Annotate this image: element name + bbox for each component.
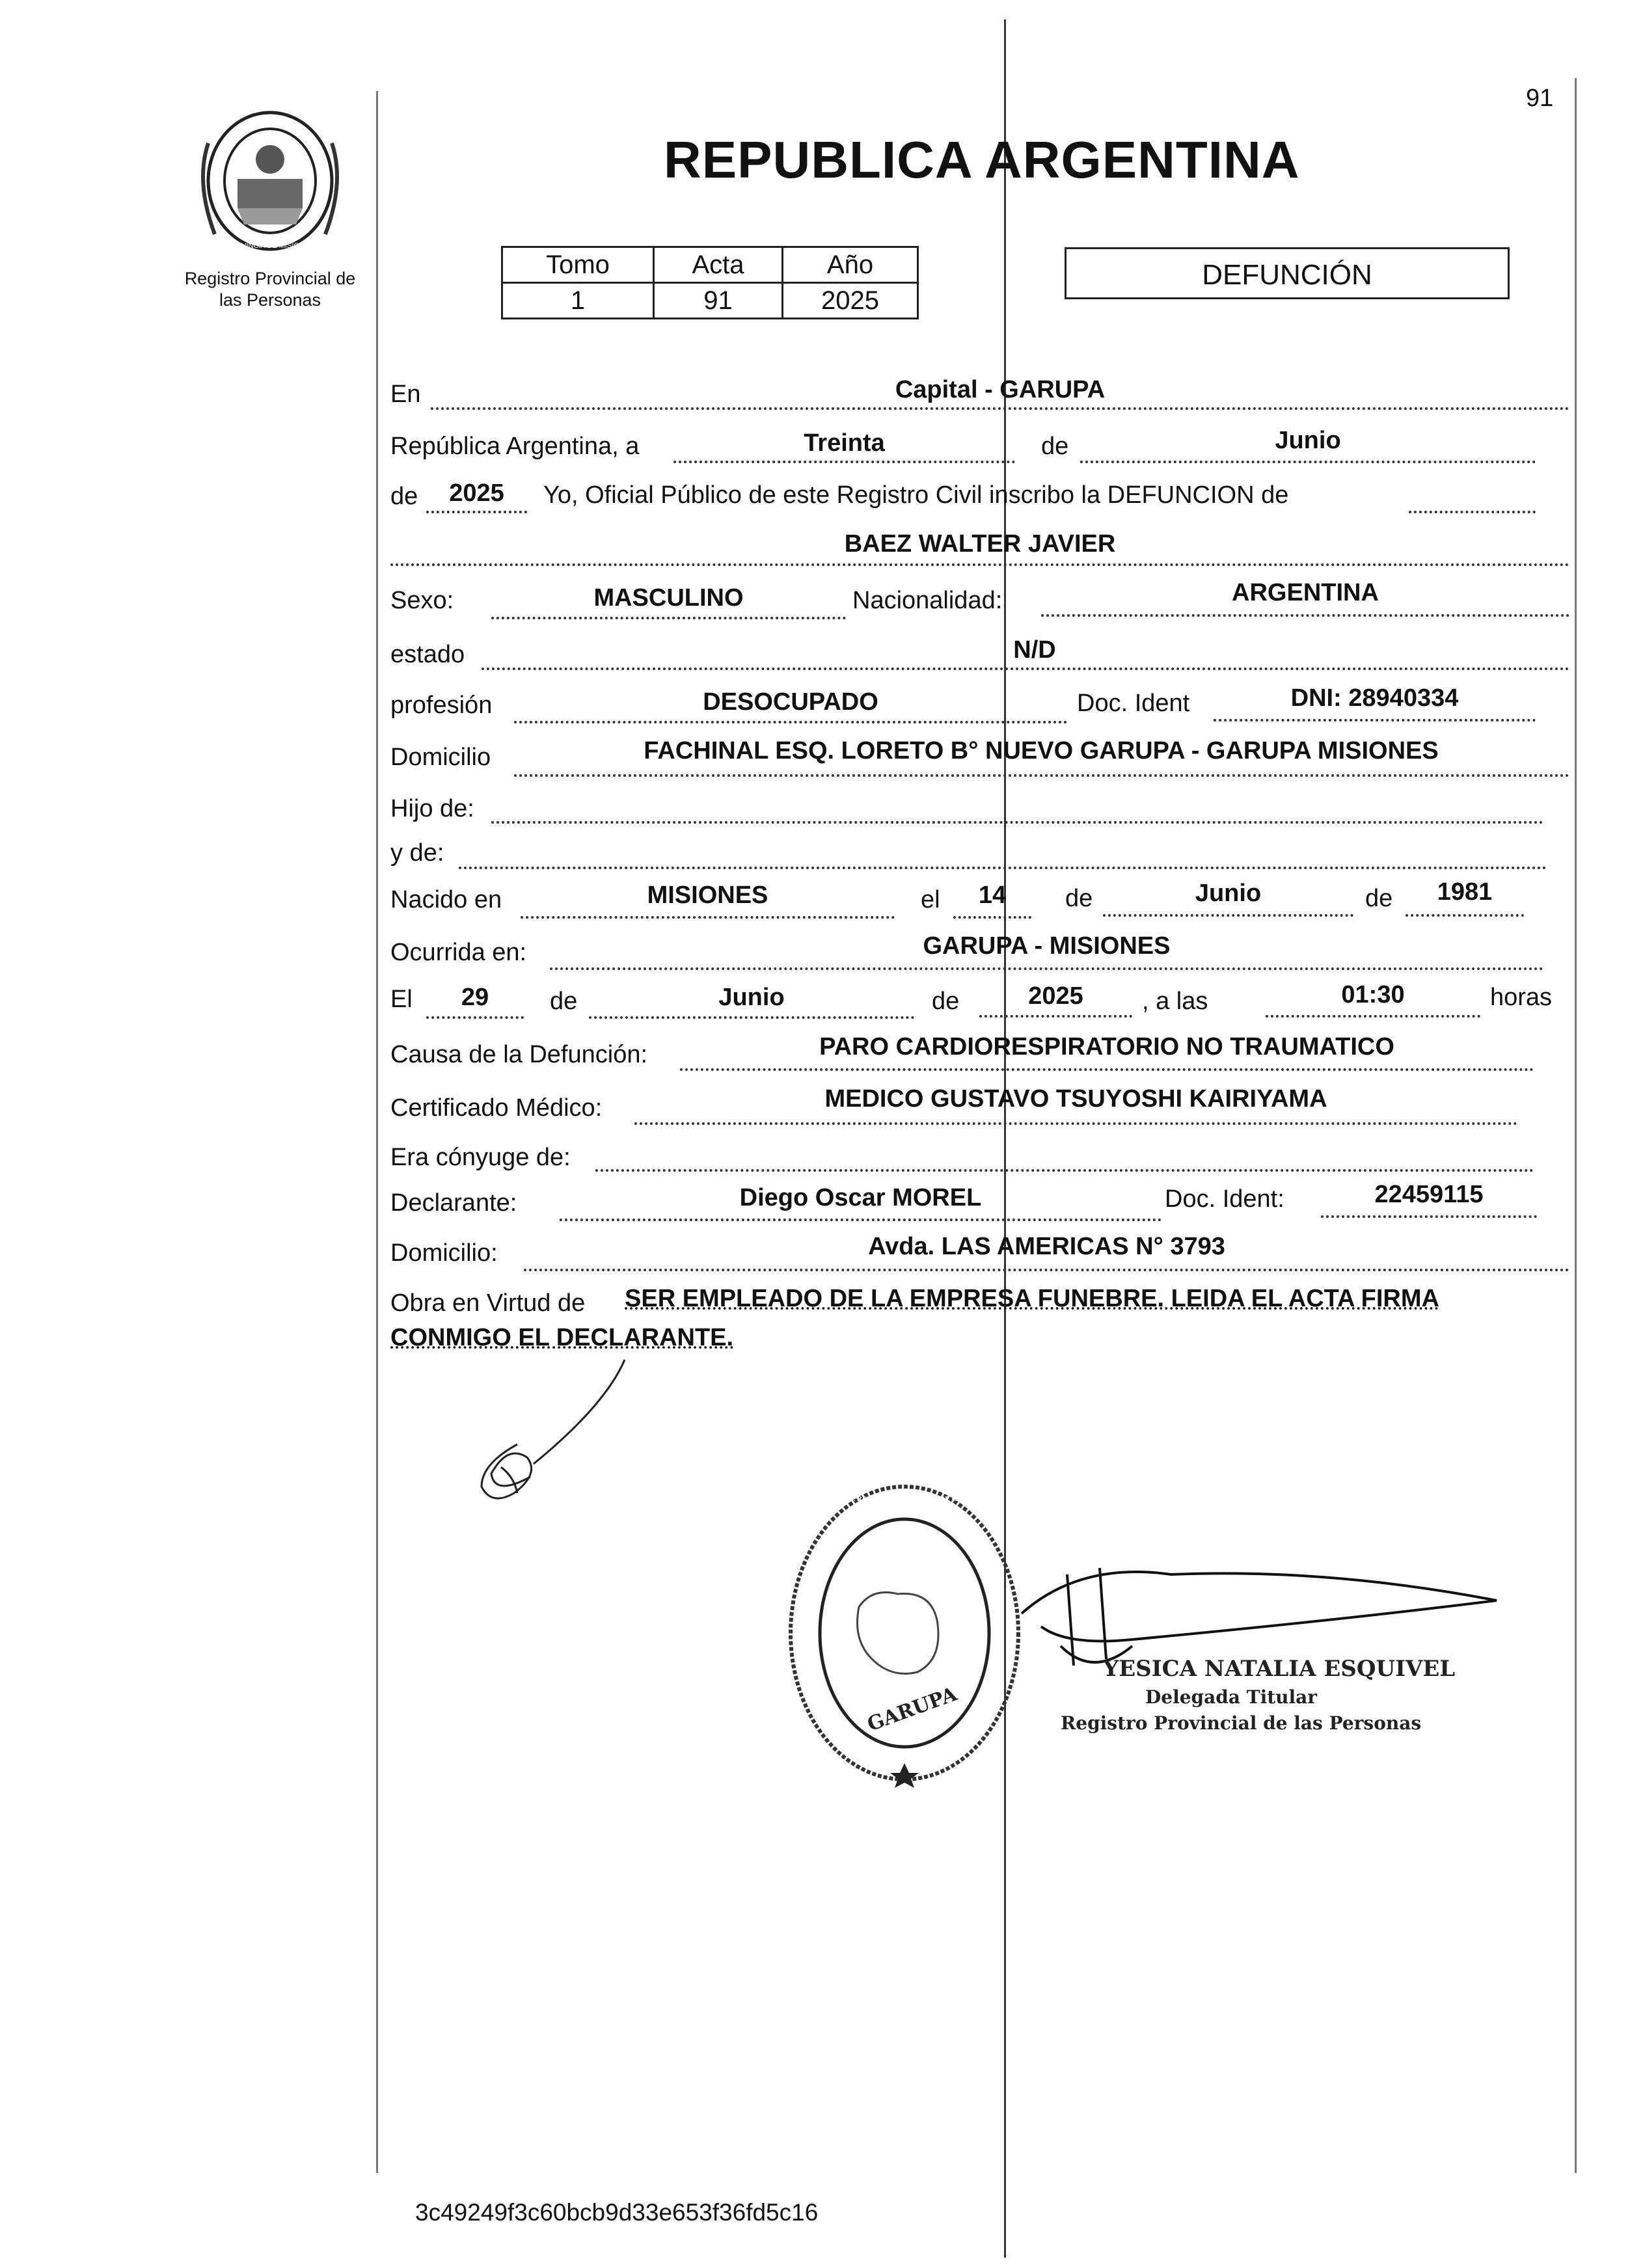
label-doc-ident-2: Doc. Ident: [1165, 1185, 1284, 1213]
field-nac-mes: Junio [1195, 880, 1262, 907]
label-domicilio: Domicilio [390, 744, 491, 771]
dots-y-de [459, 867, 1547, 869]
dots-sexo [491, 617, 846, 619]
field-declarante-domicilio: Avda. LAS AMERICAS N° 3793 [868, 1233, 1225, 1260]
dots-def-hora [1266, 1015, 1480, 1018]
dots-dia [673, 461, 1015, 463]
document-title: REPUBLICA ARGENTINA [664, 131, 1300, 189]
dots-profesion [514, 721, 1067, 723]
dots-domicilio-2 [524, 1269, 1569, 1271]
label-horas: horas [1490, 984, 1553, 1011]
declarant-signature [455, 1353, 664, 1509]
value-anio: 2025 [783, 283, 918, 319]
dots-dni [1214, 719, 1536, 722]
province-seal-logo [189, 104, 351, 260]
field-mes: Junio [1275, 427, 1341, 454]
label-profesion: profesión [390, 692, 493, 719]
label-sexo: Sexo: [390, 587, 454, 614]
dots-certificado [634, 1122, 1517, 1125]
field-causa: PARO CARDIORESPIRATORIO NO TRAUMATICO [819, 1033, 1394, 1060]
header-tomo: Tomo [502, 247, 654, 283]
document-hash: 3c49249f3c60bcb9d33e653f36fd5c16 [415, 2199, 819, 2226]
label-conyuge: Era cónyuge de: [390, 1144, 571, 1171]
field-nacido-en: MISIONES [647, 882, 768, 909]
dots-nac-mes [1103, 914, 1353, 917]
dots-nacionalidad [1041, 614, 1569, 617]
label-domicilio-2: Domicilio: [390, 1239, 498, 1267]
dots-def-mes [589, 1016, 914, 1019]
dots-after-yo [1409, 511, 1536, 513]
label-de-2: de [390, 483, 418, 510]
dots-def-anio [979, 1015, 1132, 1018]
field-estado: N/D [1013, 636, 1056, 664]
field-anio: 2025 [449, 479, 504, 507]
field-obra-line1: SER EMPLEADO DE LA EMPRESA FUNEBRE. LEIDA EL ACTA FIRMA [625, 1285, 1439, 1312]
field-dni: DNI: 28940334 [1290, 684, 1459, 712]
field-nacionalidad: ARGENTINA [1232, 579, 1379, 606]
field-certificado: MEDICO GUSTAVO TSUYOSHI KAIRIYAMA [824, 1085, 1327, 1113]
official-office: Registro Provincial de las Personas [1061, 1712, 1422, 1734]
record-table [501, 246, 919, 319]
label-de-nac: de [1065, 885, 1093, 912]
header-anio: Año [783, 247, 918, 283]
page-number: 91 [1526, 85, 1554, 112]
field-ocurrida-en: GARUPA - MISIONES [923, 932, 1171, 960]
registry-name-line2: las Personas [219, 290, 321, 310]
field-nac-dia: 14 [978, 882, 1007, 909]
label-nacionalidad: Nacionalidad: [852, 587, 1003, 614]
field-def-mes: Junio [718, 984, 785, 1011]
label-de-def: de [550, 988, 578, 1015]
label-el: el [921, 886, 940, 913]
label-ocurrida-en: Ocurrida en: [390, 939, 527, 966]
dots-nombre [390, 563, 1569, 566]
official-name: YESICA NATALIA ESQUIVEL [1103, 1656, 1456, 1682]
dots-declarante [560, 1219, 1161, 1221]
label-certificado: Certificado Médico: [390, 1094, 603, 1122]
header-acta: Acta [654, 247, 783, 283]
label-declarante: Declarante: [390, 1189, 517, 1217]
label-de-1: de [1041, 433, 1069, 460]
stamp-center-text: GARUPA [864, 1682, 960, 1736]
dots-causa [680, 1068, 1534, 1071]
label-republica: República Argentina, a [390, 433, 640, 460]
field-def-hora: 01:30 [1341, 981, 1405, 1008]
dots-hijo-de [491, 821, 1543, 824]
seal-text: PROVINCIA DE MISIONES [226, 242, 314, 250]
label-de-def-2: de [932, 988, 960, 1015]
fold-line [1004, 20, 1006, 2258]
label-y-de: y de: [390, 839, 444, 867]
field-def-anio: 2025 [1028, 982, 1083, 1010]
dots-estado [482, 668, 1569, 670]
dots-mes [1080, 461, 1536, 463]
field-declarante: Diego Oscar MOREL [739, 1184, 982, 1211]
field-nombre: BAEZ WALTER JAVIER [844, 530, 1116, 558]
field-dia-texto: Treinta [804, 429, 885, 457]
dots-ocurrida-en [550, 967, 1543, 970]
registry-name [163, 268, 377, 311]
field-def-dia: 29 [461, 984, 489, 1011]
field-declarante-doc: 22459115 [1374, 1181, 1484, 1208]
value-tomo: 1 [502, 283, 654, 319]
label-yo-oficial: Yo, Oficial Público de este Registro Civil inscribo la DEFUNCION de [543, 481, 1289, 509]
dots-nacido-en [521, 916, 895, 919]
record-type-box: DEFUNCIÓN [1065, 247, 1510, 299]
label-hijo-de: Hijo de: [390, 795, 474, 822]
label-estado: estado [390, 641, 465, 668]
label-nacido-en: Nacido en [390, 886, 502, 913]
field-lugar: Capital - GARUPA [895, 376, 1106, 403]
dots-anio [426, 511, 527, 513]
label-a-las: , a las [1142, 988, 1208, 1015]
field-sexo: MASCULINO [593, 584, 744, 612]
field-domicilio: FACHINAL ESQ. LORETO B° NUEVO GARUPA - GARUPA MISIONES [644, 737, 1439, 764]
field-obra-line2: CONMIGO EL DECLARANTE. [390, 1324, 734, 1351]
label-doc-ident: Doc. Ident [1077, 690, 1190, 717]
dots-def-dia [426, 1016, 524, 1019]
label-obra: Obra en Virtud de [390, 1289, 586, 1317]
right-margin-line [1575, 78, 1577, 2173]
official-stamp [781, 1477, 1028, 1789]
value-acta: 91 [654, 283, 783, 319]
label-en: En [390, 381, 421, 408]
label-causa: Causa de la Defunción: [390, 1041, 648, 1068]
dots-nac-dia [953, 916, 1031, 919]
dots-domicilio [514, 774, 1569, 777]
official-role: Delegada Titular [1145, 1686, 1318, 1708]
dots-declarante-doc [1321, 1215, 1537, 1218]
label-de-nac-2: de [1365, 885, 1393, 912]
field-nac-anio: 1981 [1437, 878, 1493, 906]
label-el-cap: El [390, 986, 413, 1013]
registry-name-line1: Registro Provincial de [184, 269, 356, 288]
dots-en [431, 407, 1569, 410]
field-profesion: DESOCUPADO [703, 688, 878, 716]
dots-nac-anio [1406, 914, 1524, 917]
dots-conyuge [595, 1169, 1534, 1172]
left-margin-line [376, 91, 378, 2173]
stamp-ring-text: DELEGACION DEL REGISTRO PROVINCIAL DE LAS PERSONAS [794, 1496, 1004, 1503]
